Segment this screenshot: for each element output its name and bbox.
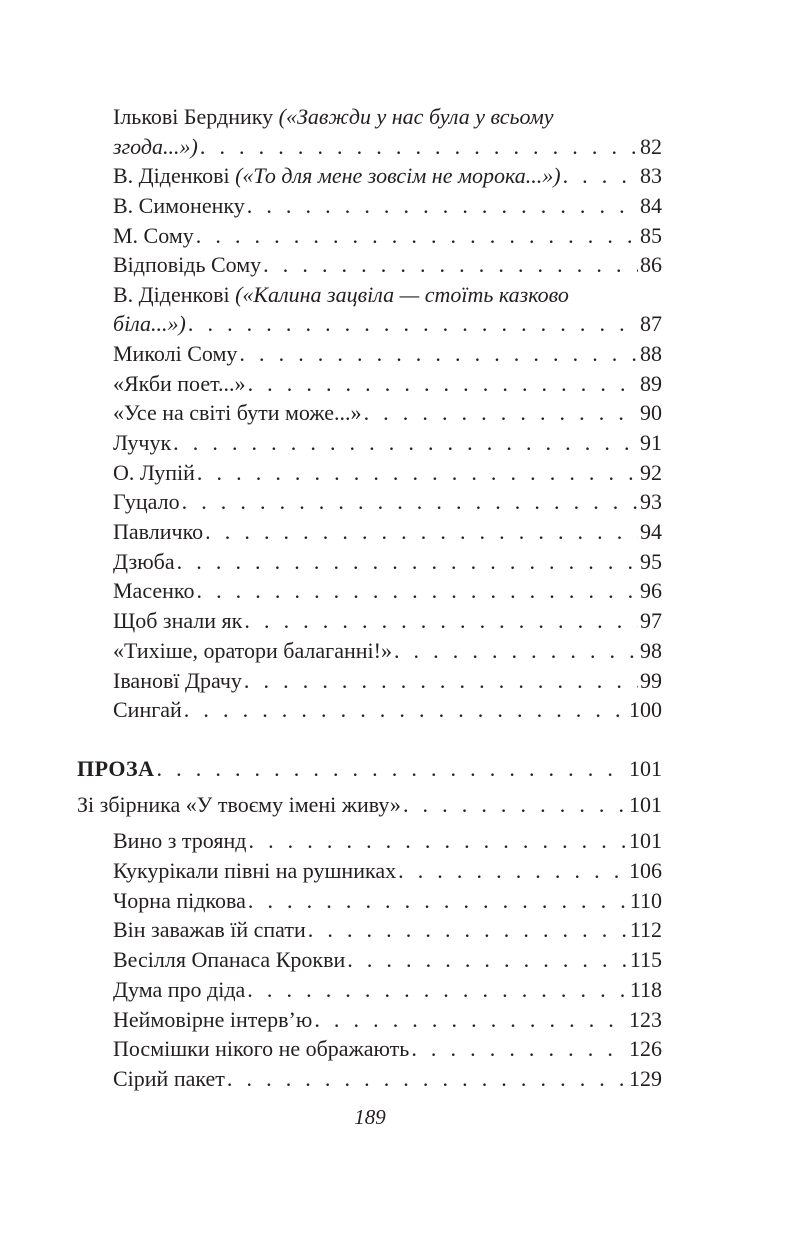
toc-entry-text: Павличко xyxy=(113,519,204,544)
toc-page-number: 99 xyxy=(640,668,662,693)
dot-leader xyxy=(347,945,628,975)
dot-leader xyxy=(239,339,638,369)
toc-entry xyxy=(113,161,662,191)
dot-leader xyxy=(196,576,638,606)
toc-entry-title xyxy=(113,487,180,517)
page-number: 189 xyxy=(354,1105,386,1129)
toc-entry-text: Чорна підкова xyxy=(113,888,246,913)
toc-entry xyxy=(113,1005,662,1035)
toc-page-number: 98 xyxy=(640,638,662,663)
toc-entry-title xyxy=(113,606,242,636)
dot-leader xyxy=(308,915,628,945)
toc-entry-title xyxy=(113,132,198,162)
toc-entry-text: Лучук xyxy=(113,430,172,455)
toc-entry-title xyxy=(113,945,345,975)
toc-page-number: 101 xyxy=(629,828,662,853)
dot-leader xyxy=(196,221,638,251)
toc-entry-text: Відповідь Сому xyxy=(113,252,262,277)
toc-entry-text: Неймовірне інтерв’ю xyxy=(113,1007,313,1032)
toc-entry-text: В. Симоненку xyxy=(113,193,245,218)
dot-leader xyxy=(247,975,628,1005)
toc-entry-title xyxy=(113,191,245,221)
toc-entry-title xyxy=(77,754,155,784)
dot-leader xyxy=(157,754,627,784)
toc-page-number: 96 xyxy=(640,578,662,603)
toc-entry-title xyxy=(113,161,561,191)
toc-entry xyxy=(113,309,662,339)
toc-entry-subtitle: («То для мене зовсім не морока...») xyxy=(235,163,561,188)
toc-entry xyxy=(113,856,662,886)
toc-entry xyxy=(113,606,662,636)
toc-entry-text: Вино з троянд xyxy=(113,828,247,853)
toc-entry-title xyxy=(113,517,203,547)
dot-leader xyxy=(248,886,628,916)
toc-page-number: 88 xyxy=(640,341,662,366)
dot-leader xyxy=(314,1005,627,1035)
toc-entry-text: В. Діденкові xyxy=(113,282,236,307)
toc-entry-title xyxy=(77,790,401,820)
toc-entry xyxy=(113,458,662,488)
toc-entry-title xyxy=(113,915,306,945)
toc-entry-text: Дзюба xyxy=(113,549,175,574)
toc-entry-title xyxy=(113,826,246,856)
dot-leader xyxy=(197,458,638,488)
toc-entry-title xyxy=(113,280,569,310)
toc-entry xyxy=(113,250,662,280)
toc-page-number: 86 xyxy=(640,252,662,277)
toc-entry xyxy=(113,886,662,916)
toc-entry-title xyxy=(113,975,245,1005)
toc-entry xyxy=(113,945,662,975)
toc-entry-title xyxy=(113,1034,409,1064)
toc-entry xyxy=(113,517,662,547)
dot-leader xyxy=(248,369,638,399)
toc-page-number: 93 xyxy=(640,489,662,514)
toc-entry-text: «Якби поет...» xyxy=(113,371,246,396)
toc-page-number: 123 xyxy=(629,1007,662,1032)
dot-leader xyxy=(173,428,638,458)
toc-entry-title xyxy=(113,576,194,606)
toc-page-number: 91 xyxy=(640,430,662,455)
toc-entry-title xyxy=(113,856,396,886)
toc-page-number: 110 xyxy=(629,888,662,913)
dot-leader xyxy=(563,161,638,191)
toc-entry-text: Івановї Драчу xyxy=(113,668,242,693)
toc-entry-title xyxy=(113,428,171,458)
toc-page-number: 85 xyxy=(640,223,662,248)
toc-page-number: 82 xyxy=(640,134,662,159)
toc-entry-title xyxy=(113,309,186,339)
toc-entry xyxy=(113,398,662,428)
toc-entry-title xyxy=(113,695,182,725)
toc-page-number: 118 xyxy=(629,977,662,1002)
toc-entry-text: Весілля Опанаса Крокви xyxy=(113,947,346,972)
toc-page-number: 92 xyxy=(640,460,662,485)
toc-entry xyxy=(77,790,662,820)
toc-entry xyxy=(113,547,662,577)
toc-page-number: 89 xyxy=(640,371,662,396)
toc-page-number: 84 xyxy=(640,193,662,218)
toc-entry-title xyxy=(113,1005,312,1035)
toc-entry xyxy=(113,280,662,310)
dot-leader xyxy=(188,309,638,339)
toc-entry xyxy=(113,428,662,458)
toc-entry-title xyxy=(113,636,392,666)
toc-entry xyxy=(113,915,662,945)
toc-entry xyxy=(113,666,662,696)
toc-page-number: 112 xyxy=(629,917,662,942)
toc-entry xyxy=(113,826,662,856)
toc-entry-title xyxy=(113,369,246,399)
toc-entry-text: Миколі Сому xyxy=(113,341,238,366)
toc-entry-subtitle: згода...») xyxy=(113,134,198,159)
toc-entry-subtitle: біла...») xyxy=(113,311,186,336)
toc-entry-text: Сингай xyxy=(113,697,182,722)
toc-entry-title xyxy=(113,398,362,428)
toc-entry-title xyxy=(113,666,242,696)
toc-entry-text: Дума про діда xyxy=(113,977,246,1002)
toc-page-number: 95 xyxy=(640,549,662,574)
toc-page-number: 126 xyxy=(629,1036,662,1061)
toc-page-number: 129 xyxy=(629,1066,662,1091)
toc-entry-title xyxy=(113,1064,225,1094)
toc-entry xyxy=(113,975,662,1005)
toc-entry-text: Щоб знали як xyxy=(113,608,243,633)
toc-entry xyxy=(113,369,662,399)
toc-entry xyxy=(113,695,662,725)
toc-entry xyxy=(113,1064,662,1094)
toc-entry-text: Він заважав їй спати xyxy=(113,917,306,942)
toc-entry-text: «Тихіше, оратори балаганні!» xyxy=(113,638,392,663)
dot-leader xyxy=(263,250,638,280)
toc-entry-text: В. Діденкові xyxy=(113,163,236,188)
dot-leader xyxy=(184,695,627,725)
dot-leader xyxy=(244,606,638,636)
toc-entry-title xyxy=(113,886,246,916)
toc-entry xyxy=(113,191,662,221)
toc-entry xyxy=(113,1034,662,1064)
toc-entry-text: Посмішки нікого не ображають xyxy=(113,1036,410,1061)
toc-entry xyxy=(77,754,662,784)
dot-leader xyxy=(364,398,638,428)
toc-entry-text: О. Лупій xyxy=(113,460,195,485)
toc-entry-text: Гуцало xyxy=(113,489,180,514)
toc-entry-title xyxy=(113,339,237,369)
dot-leader xyxy=(182,487,638,517)
dot-leader xyxy=(205,517,638,547)
toc-entry-title xyxy=(113,221,194,251)
toc-page-number: 94 xyxy=(640,519,662,544)
toc-page-number: 97 xyxy=(640,608,662,633)
toc-page-number: 101 xyxy=(629,756,662,781)
toc-entry-text: Зі збірника «У твоєму імені живу» xyxy=(77,792,401,817)
dot-leader xyxy=(398,856,627,886)
toc-entry-subtitle: («Завжди у нас була у всьому xyxy=(278,104,554,129)
toc-entry-text: Сірий пакет xyxy=(113,1066,225,1091)
toc-entry-title xyxy=(113,547,175,577)
dot-leader xyxy=(227,1064,627,1094)
toc-entry xyxy=(113,636,662,666)
dot-leader xyxy=(200,132,638,162)
toc-entry-text: Масенко xyxy=(113,578,195,603)
dot-leader xyxy=(247,191,638,221)
dot-leader xyxy=(248,826,627,856)
toc-entry-title xyxy=(113,458,195,488)
toc-page-number: 115 xyxy=(629,947,662,972)
toc-entry-text: «Усе на світі бути може...» xyxy=(113,400,362,425)
toc-entry-subtitle: («Калина зацвіла — стоїть казково xyxy=(235,282,569,307)
toc-entry-text: Ількові Берднику xyxy=(113,104,279,129)
dot-leader xyxy=(403,790,627,820)
toc-entry-title xyxy=(113,102,554,132)
toc-entry xyxy=(113,221,662,251)
toc-entry xyxy=(113,102,662,132)
toc-entry-text: Кукурікали півні на рушниках xyxy=(113,858,397,883)
toc-entry-text: ПРОЗА xyxy=(77,756,155,781)
dot-leader xyxy=(394,636,638,666)
toc-entry-text: М. Сому xyxy=(113,223,194,248)
toc-page-number: 106 xyxy=(629,858,662,883)
dot-leader xyxy=(411,1034,627,1064)
dot-leader xyxy=(244,666,638,696)
toc-entry xyxy=(113,132,662,162)
toc-page-number: 100 xyxy=(629,697,662,722)
toc-page-number: 101 xyxy=(629,792,662,817)
toc-entry xyxy=(113,487,662,517)
toc-entry xyxy=(113,576,662,606)
toc-page-number: 90 xyxy=(640,400,662,425)
toc-entry xyxy=(113,339,662,369)
dot-leader xyxy=(177,547,638,577)
toc-entry-title xyxy=(113,250,261,280)
toc-page-number: 83 xyxy=(640,163,662,188)
toc-page-number: 87 xyxy=(640,311,662,336)
